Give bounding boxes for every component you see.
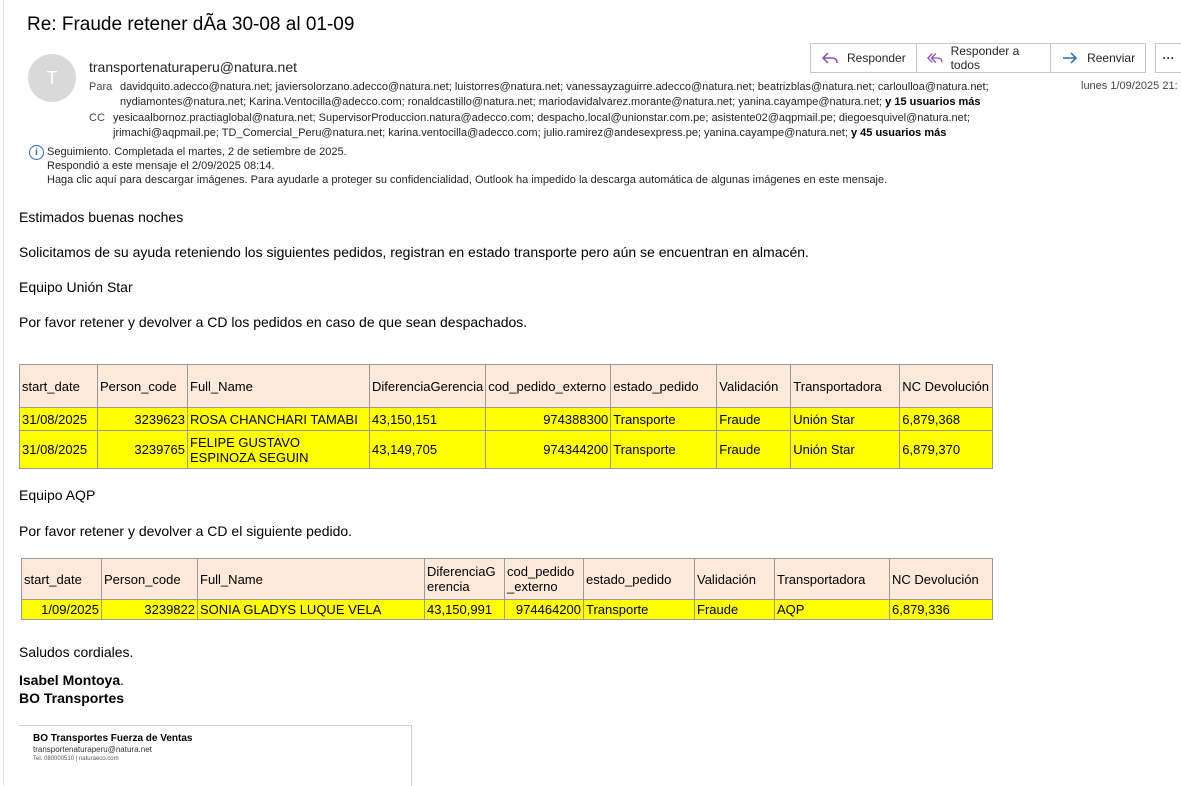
header-cell: Validación xyxy=(717,365,791,408)
cc-line-1: yesicaalbornoz.practiaglobal@natura.net; SupervisorProduccion.natura@adecco.com; despacho.local@unionstar.com.pe; asistente02@aqpmail.pe; diegoesquivel@natura.net; xyxy=(113,112,970,124)
reply-status: Respondió a este mensaje el 2/09/2025 08:14. xyxy=(47,160,275,172)
team-2-heading: Equipo AQP xyxy=(19,487,96,503)
table-cell: 6,879,336 xyxy=(890,600,993,620)
to-more-link[interactable]: y 15 usuarios más xyxy=(885,96,981,108)
table-cell: Transporte xyxy=(611,408,717,431)
table-row xyxy=(22,600,993,620)
follow-up-status: Seguimiento. Completada el martes, 2 de setiembre de 2025. xyxy=(47,146,347,158)
reply-button[interactable] xyxy=(810,43,917,73)
message-actions xyxy=(810,43,1181,73)
forward-button[interactable] xyxy=(1050,43,1146,73)
to-line-1: davidquito.adecco@natura.net; javiersolorzano.adecco@natura.net; luistorres@natura.net; vanessayzaguirre.adecco@natura.net; beatrizblas@natura.net; carloulloa@natura.net; xyxy=(120,81,989,93)
table-row xyxy=(20,408,993,431)
orders-table-1 xyxy=(19,364,993,469)
cc-recipients[interactable] xyxy=(113,111,1073,141)
reading-pane-border xyxy=(3,0,4,785)
received-date: lunes 1/09/2025 21: xyxy=(1081,80,1178,92)
team-1-request: Por favor retener y devolver a CD los pedidos en caso de que sean despachados. xyxy=(19,314,528,330)
info-bar[interactable] xyxy=(29,145,887,187)
reply-all-label: Responder a todos xyxy=(950,44,1020,72)
table-row xyxy=(20,431,993,469)
to-label: Para xyxy=(89,81,113,93)
cc-line-2: jrimachi@aqpmail.pe; TD_Comercial_Peru@natura.net; karina.ventocilla@adecco.com; julio.ramirez@andesexpress.pe; yanina.cayampe@natura.net; xyxy=(113,127,848,139)
table-cell: SONIA GLADYS LUQUE VELA xyxy=(198,600,425,620)
table-cell: 6,879,368 xyxy=(900,408,993,431)
signature-card-title: BO Transportes Fuerza de Ventas xyxy=(33,733,193,744)
table-cell: Transporte xyxy=(584,600,695,620)
table-cell: 3239822 xyxy=(102,600,198,620)
table-cell: Unión Star xyxy=(791,431,900,469)
table-cell: 974344200 xyxy=(486,431,611,469)
table-cell: 43,150,991 xyxy=(425,600,505,620)
more-actions-button[interactable]: ··· xyxy=(1155,43,1181,73)
table-header-row xyxy=(20,365,993,408)
table-cell: 31/08/2025 xyxy=(20,431,98,469)
signature-card-email: transportenaturaperu@natura.net xyxy=(33,745,152,754)
team-2-request: Por favor retener y devolver a CD el siguiente pedido. xyxy=(19,523,353,539)
signature-card-phone: Tel. 080000510 | naturaeco.com xyxy=(33,756,119,762)
table-header-row xyxy=(22,559,993,600)
table-cell: 3239623 xyxy=(98,408,188,431)
table-cell: 43,149,705 xyxy=(370,431,486,469)
header-cell: Person_code xyxy=(98,365,188,408)
to-line-2: nydiamontes@natura.net; Karina.Ventocilla@adecco.com; ronaldcastillo@natura.net; mariodavidalvarez.morante@natura.net; yanina.cayampe@natura.net; xyxy=(120,96,883,108)
header-cell: Person_code xyxy=(102,559,198,600)
table-cell: 3239765 xyxy=(98,431,188,469)
orders-table-2 xyxy=(21,558,993,620)
header-cell: NC Devolución xyxy=(900,365,993,408)
forward-label: Reenviar xyxy=(1087,51,1136,65)
header-cell: estado_pedido xyxy=(584,559,695,600)
header-cell: Validación xyxy=(695,559,775,600)
header-cell: start_date xyxy=(22,559,102,600)
header-cell: estado_pedido xyxy=(611,365,717,408)
header-cell: Full_Name xyxy=(188,365,370,408)
reply-all-button[interactable] xyxy=(916,43,1051,73)
download-images-notice[interactable]: Haga clic aquí para descargar imágenes. Para ayudarle a proteger su confidencialidad, Outlook ha impedido la descarga automática de algunas imágenes en este mensaje. xyxy=(47,174,888,186)
table-cell: Fraude xyxy=(695,600,775,620)
forward-icon xyxy=(1061,49,1079,67)
signature-name-text: Isabel Montoya xyxy=(19,672,121,688)
to-recipients[interactable] xyxy=(120,80,1080,110)
team-1-heading: Equipo Unión Star xyxy=(19,279,133,295)
table-cell: AQP xyxy=(775,600,890,620)
closing-text: Saludos cordiales. xyxy=(19,644,134,660)
table-cell: Unión Star xyxy=(791,408,900,431)
table-cell: Fraude xyxy=(717,431,791,469)
email-subject: Re: Fraude retener dÃa 30-08 al 01-09 xyxy=(27,14,355,35)
header-cell: start_date xyxy=(20,365,98,408)
table-cell: 6,879,370 xyxy=(900,431,993,469)
header-cell: NC Devolución xyxy=(890,559,993,600)
table-cell: Fraude xyxy=(717,408,791,431)
table-cell: Transporte xyxy=(611,431,717,469)
table-cell: 43,150,151 xyxy=(370,408,486,431)
header-cell: Full_Name xyxy=(198,559,425,600)
table-cell: ROSA CHANCHARI TAMABI xyxy=(188,408,370,431)
table-cell: 974388300 xyxy=(486,408,611,431)
sender-avatar[interactable]: T xyxy=(28,54,76,102)
request-text: Solicitamos de su ayuda reteniendo los siguientes pedidos, registran en estado transporte pero aún se encuentran en almacén. xyxy=(19,244,809,260)
header-cell: Transportadora xyxy=(791,365,900,408)
signature-card-image xyxy=(19,725,412,786)
header-cell: Transportadora xyxy=(775,559,890,600)
reply-label: Responder xyxy=(847,51,906,65)
header-cell: cod_pedido_externo xyxy=(486,365,611,408)
header-cell: DiferenciaGerencia xyxy=(370,365,486,408)
signature-department: BO Transportes xyxy=(19,690,125,706)
cc-label: CC xyxy=(89,112,105,124)
cc-more-link[interactable]: y 45 usuarios más xyxy=(850,127,947,139)
header-cell: DiferenciaGerencia xyxy=(425,559,505,600)
greeting: Estimados buenas noches xyxy=(19,209,184,225)
table-cell: FELIPE GUSTAVO ESPINOZA SEGUIN xyxy=(188,431,370,469)
header-cell: cod_pedido_externo xyxy=(505,559,584,600)
reply-all-icon xyxy=(927,49,943,67)
reply-icon xyxy=(821,49,839,67)
info-icon: i xyxy=(29,145,44,160)
signature-name xyxy=(19,672,124,688)
table-cell: 974464200 xyxy=(505,600,584,620)
table-cell: 1/09/2025 xyxy=(22,600,102,620)
table-cell: 31/08/2025 xyxy=(20,408,98,431)
signature-dot: . xyxy=(120,672,125,688)
sender-address[interactable]: transportenaturaperu@natura.net xyxy=(89,59,298,75)
